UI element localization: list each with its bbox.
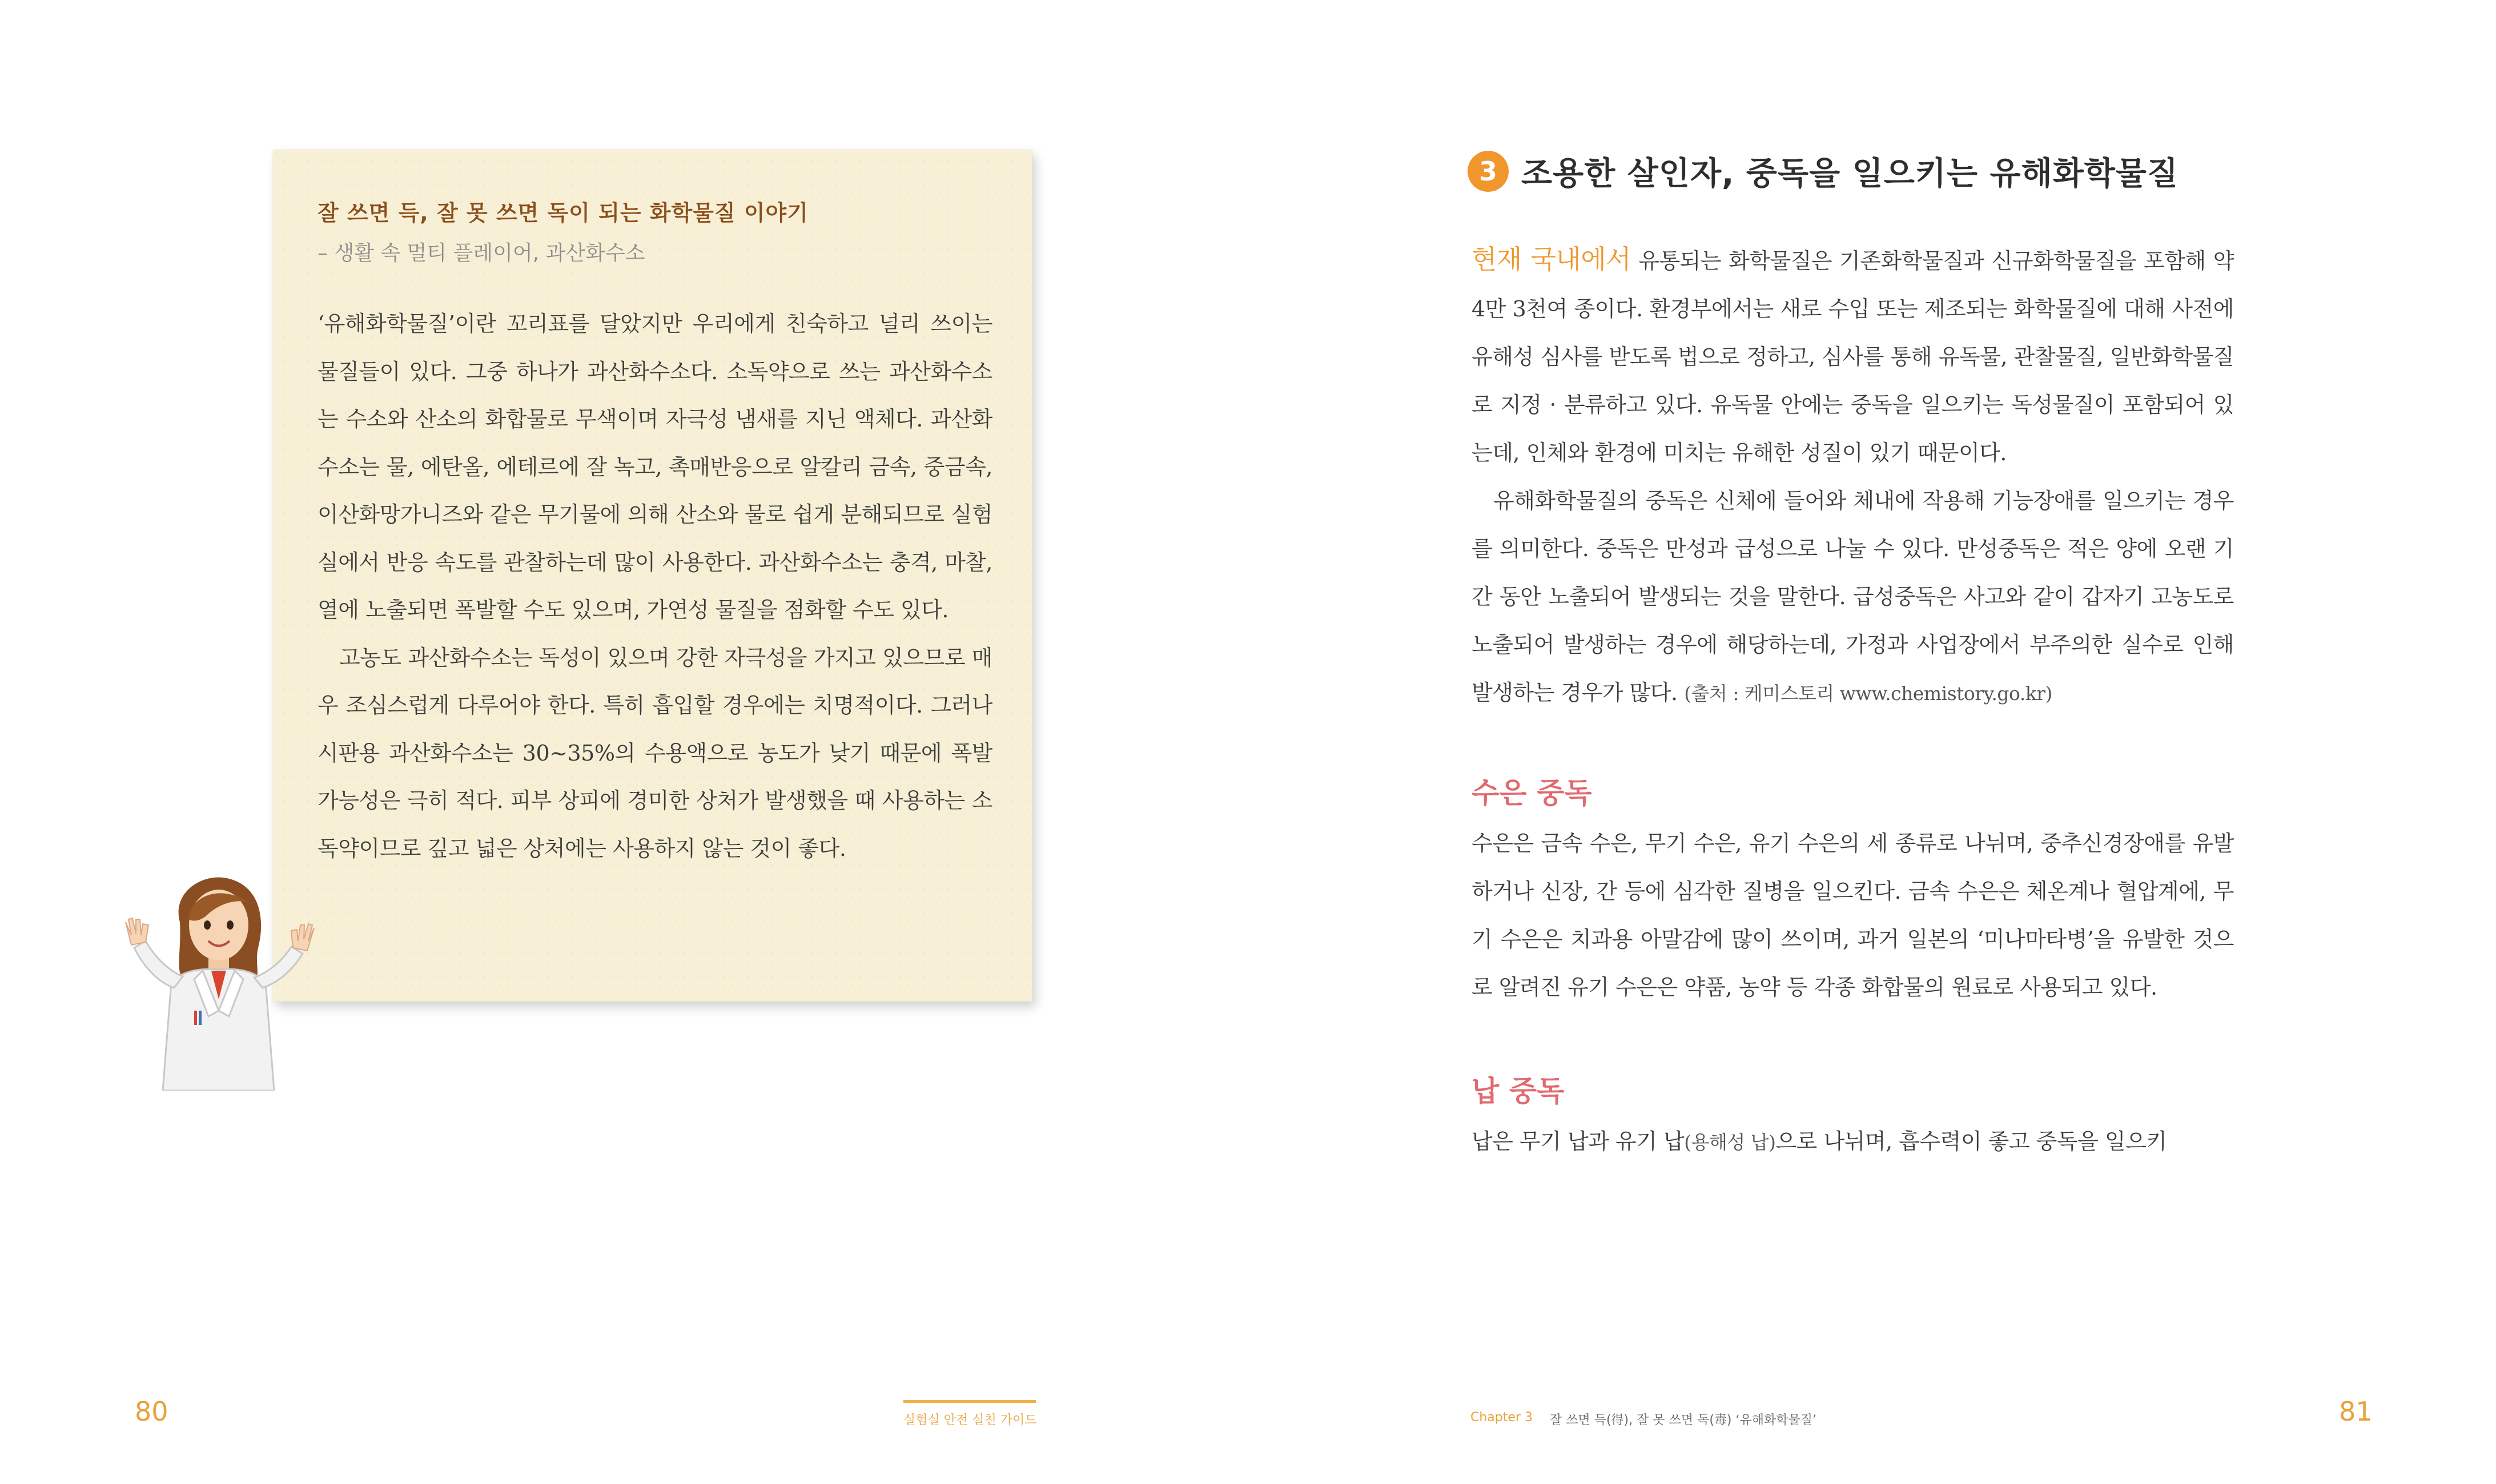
- note-title: 잘 쓰면 득, 잘 못 쓰면 독이 되는 화학물질 이야기: [317, 200, 809, 226]
- lead-text-continued: 으로 나뉘며, 흡수력이 좋고 중독을 일으키: [1775, 1129, 2167, 1154]
- scientist-illustration: [108, 868, 331, 1091]
- footer-chapter: Chapter 3: [1470, 1410, 1533, 1425]
- section-number-badge: 3: [1468, 151, 1509, 192]
- note-card: [273, 150, 1032, 1002]
- poisoning-text: 유해화학물질의 중독은 신체에 들어와 체내에 작용해 기능장애를 일으키는 경우를 의미한다. 중독은 만성과 급성으로 나눌 수 있다. 만성중독은 적은 양에 오랜 기간 동안 노출되어 발생되는 것을 말한다. 급성중독은 사고와 같이 갑자기 고농도로 노출되어 발생하는 경우에 해당하는데, 가정과 사업장에서 부주의한 실수로 인해 발생하는 경우가 많다.: [1472, 488, 2234, 705]
- intro-paragraph: [1472, 235, 2234, 477]
- footer-right: [1470, 1410, 1816, 1428]
- section-title: 조용한 살인자, 중독을 일으키는 유해화학물질: [1521, 155, 2179, 192]
- right-page: [1248, 0, 2496, 1484]
- intro-text: 유통되는 화학물질은 기존화학물질과 신규화학물질을 포함해 약 4만 3천여 종이다. 환경부에서는 새로 수입 또는 제조되는 화학물질에 대해 사전에 유해성 심사를 받도록 법으로 정하고, 심사를 통해 유독물, 관찰물질, 일반화학물질로 지정 · 분류하고 있다. 유독물 안에는 중독을 일으키는 독성물질이 포함되어 있는데, 인체와 환경에 미치는 유해한 성질이 있기 때문이다.: [1472, 248, 2234, 465]
- poisoning-paragraph: [1472, 477, 2234, 718]
- section-heading: [1468, 148, 2179, 194]
- lead-paragraph: [1472, 1117, 2234, 1167]
- lead-text-note: (용해성 납): [1684, 1131, 1776, 1153]
- page-number-right: 81: [2339, 1396, 2373, 1427]
- intro-lead: 현재 국내에서: [1472, 244, 1631, 275]
- footer-rule: [903, 1400, 1036, 1403]
- note-subtitle: – 생활 속 멀티 플레이어, 과산화수소: [317, 242, 645, 265]
- lead-text: 납은 무기 납과 유기 납: [1472, 1129, 1685, 1154]
- page-number-left: 80: [135, 1396, 168, 1427]
- lead-heading: 납 중독: [1472, 1075, 1565, 1108]
- footer-chapter-title: 잘 쓰면 득(得), 잘 못 쓰면 독(毒) ‘유해화학물질’: [1549, 1413, 1816, 1427]
- note-paragraph: 고농도 과산화수소는 독성이 있으며 강한 자극성을 가지고 있으므로 매우 조심스럽게 다루어야 한다. 특히 흡입할 경우에는 치명적이다. 그러나 시판용 과산화수소는 30~35%의 수용액으로 농도가 낮기 때문에 폭발 가능성은 극히 적다. 피부 상피에 경미한 상처가 발생했을 때 사용하는 소독약이므로 깊고 넓은 상처에는 사용하지 않는 것이 좋다.: [317, 645, 992, 861]
- source-citation: (출처 : 케미스토리 www.chemistory.go.kr): [1684, 682, 2052, 705]
- right-body: [1472, 235, 2234, 1167]
- mercury-heading: 수은 중독: [1472, 777, 1592, 810]
- mercury-paragraph: 수은은 금속 수은, 무기 수은, 유기 수은의 세 종류로 나뉘며, 중추신경장애를 유발하거나 신장, 간 등에 심각한 질병을 일으킨다. 금속 수은은 체온계나 혈압계에, 무기 수은은 치과용 아말감에 많이 쓰이며, 과거 일본의 ‘미나마타병’을 유발한 것으로 알려진 유기 수은은 약품, 농약 등 각종 화합물의 원료로 사용되고 있다.: [1472, 831, 2234, 1000]
- footer-book-title: 실험실 안전 실천 가이드: [903, 1413, 1037, 1427]
- note-paragraph: ‘유해화학물질’이란 꼬리표를 달았지만 우리에게 친숙하고 널리 쓰이는 물질들이 있다. 그중 하나가 과산화수소다. 소독약으로 쓰는 과산화수소는 수소와 산소의 화합물로 무색이며 자극성 냄새를 지닌 액체다. 과산화수소는 물, 에탄올, 에테르에 잘 녹고, 촉매반응으로 알칼리 금속, 중금속, 이산화망가니즈와 같은 무기물에 의해 산소와 물로 쉽게 분해되므로 실험실에서 반응 속도를 관찰하는데 많이 사용한다. 과산화수소는 충격, 마찰, 열에 노출되면 폭발할 수도 있으며, 가연성 물질을 점화할 수도 있다.: [317, 311, 992, 622]
